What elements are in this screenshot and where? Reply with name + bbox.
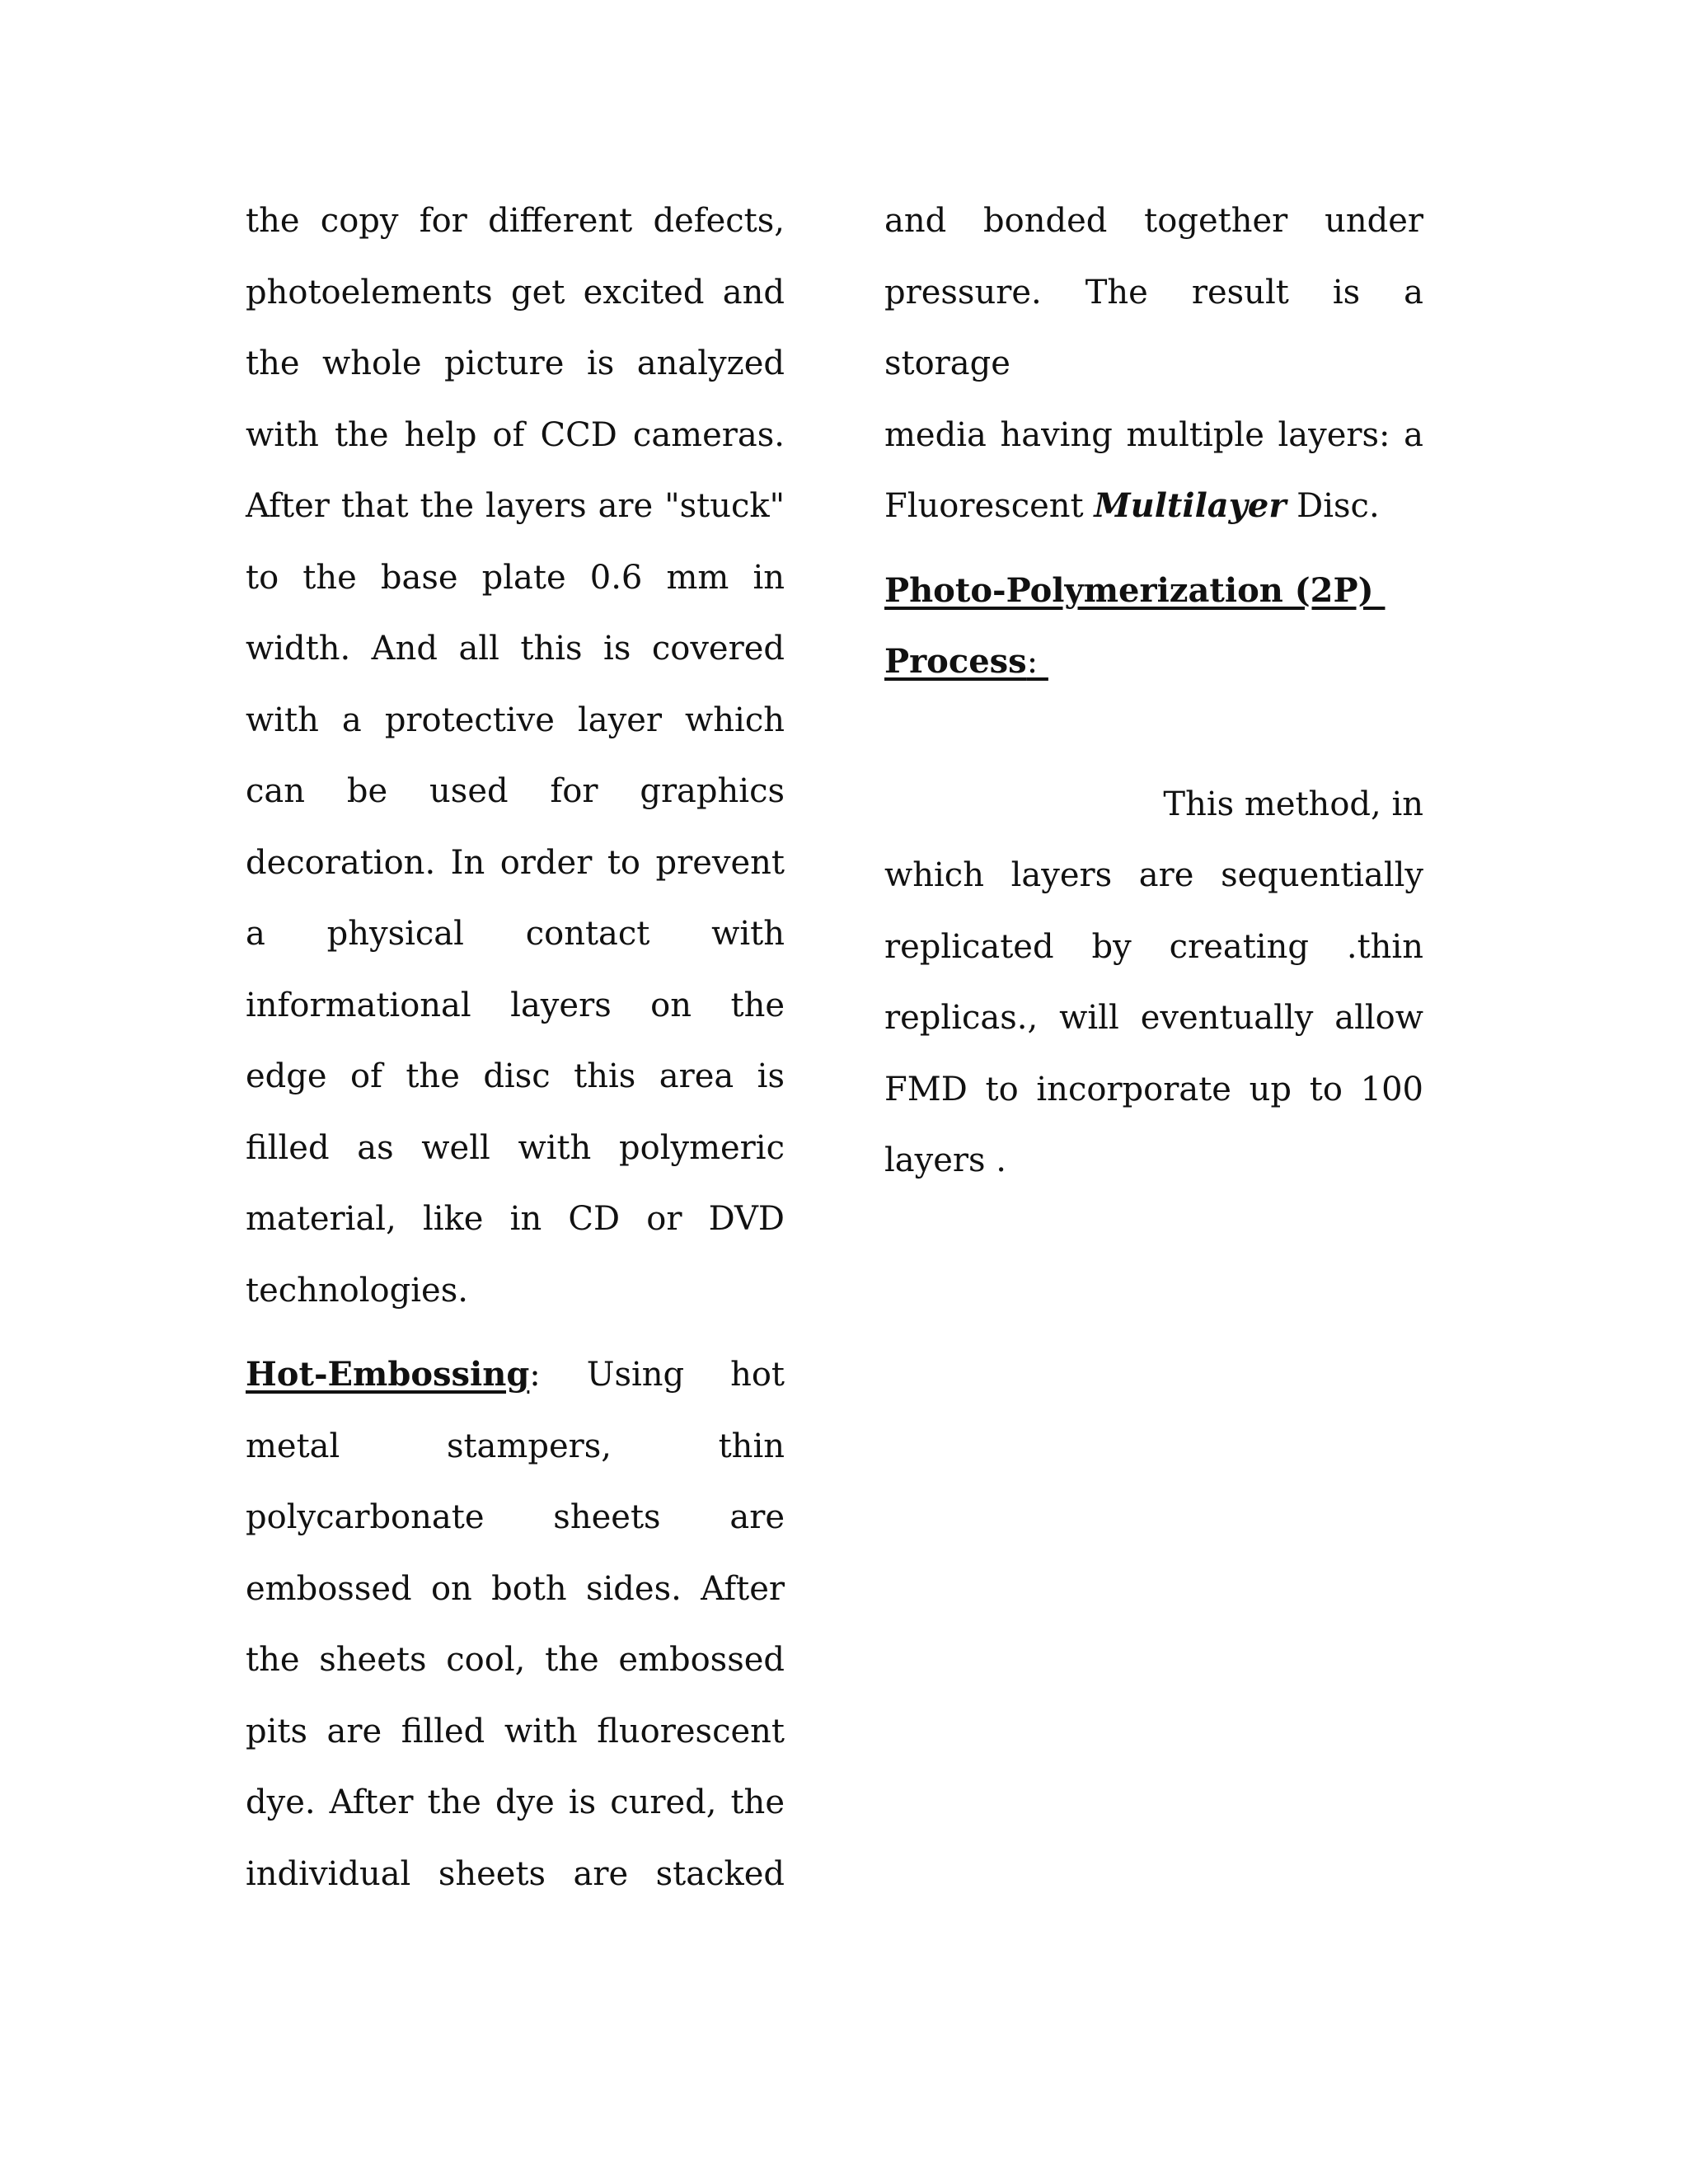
text-line: edge of the disc this area is	[246, 1057, 785, 1095]
text-line: This method, in	[1163, 785, 1423, 823]
text-line: with the help of CCD cameras.	[246, 415, 785, 454]
text-line: metal stampers, thin	[246, 1427, 785, 1465]
paragraph-hot-embossing	[246, 1339, 785, 1910]
emphasis-multilayer: Multilayer	[1094, 486, 1287, 525]
text-line: the sheets cool, the embossed	[246, 1641, 785, 1679]
text-line: which layers are sequentially	[884, 856, 1423, 894]
text-line: pressure. The result is a storage	[884, 273, 1423, 382]
text-line: technologies.	[246, 1271, 468, 1310]
text-line: with a protective layer which	[246, 701, 785, 739]
left-column	[246, 185, 785, 1910]
text-line: pits are filled with fluorescent	[246, 1712, 785, 1750]
text-line: photoelements get excited and	[246, 273, 785, 312]
text-line: layers .	[884, 1141, 1006, 1179]
text-line: FMD to incorporate up to 100	[884, 1070, 1423, 1108]
right-column	[884, 185, 1423, 1197]
text-line: the whole picture is analyzed	[246, 344, 785, 382]
heading-colon: :	[1026, 643, 1048, 681]
paragraph-defects	[246, 185, 785, 1326]
text-fragment: Disc.	[1286, 487, 1380, 525]
text-line: embossed on both sides. After	[246, 1569, 785, 1608]
hot-embossing-first-line	[246, 1339, 785, 1411]
text-line: After that the layers are "stuck"	[246, 487, 785, 525]
text-fragment: Fluorescent	[884, 487, 1095, 525]
heading-text: Process	[884, 642, 1027, 681]
text-line	[884, 471, 1423, 542]
text-line: material, like in CD or DVD	[246, 1200, 785, 1238]
text-line: media having multiple layers: a	[884, 415, 1423, 454]
paragraph-method	[884, 769, 1423, 1197]
text-line: replicas., will eventually allow	[884, 999, 1423, 1037]
text-line: the copy for different defects,	[246, 202, 785, 240]
text-line: individual sheets are stacked	[246, 1854, 785, 1893]
text-line: width. And all this is covered	[246, 630, 785, 668]
text-line: can be used for graphics	[246, 772, 785, 810]
text-line: dye. After the dye is cured, the	[246, 1783, 785, 1821]
text-line: replicated by creating .thin	[884, 927, 1423, 966]
heading-colon: :	[529, 1356, 541, 1394]
text-line: informational layers on the	[246, 986, 785, 1024]
text-line: to the base plate 0.6 mm in	[246, 558, 785, 597]
paragraph-bonded	[884, 185, 1423, 542]
text-line: filled as well with polymeric	[246, 1128, 785, 1167]
photo-polymerization-heading	[884, 555, 1423, 698]
heading-line	[884, 626, 1423, 698]
text-line: and bonded together under	[884, 202, 1423, 240]
heading-text: Photo-Polymerization (2P)	[884, 570, 1386, 610]
text-fragment: Using hot	[586, 1356, 785, 1394]
text-line: polycarbonate sheets are	[246, 1498, 785, 1536]
heading-line	[884, 555, 1423, 627]
text-line: a physical contact with	[246, 915, 785, 953]
text-line: decoration. In order to prevent	[246, 843, 785, 882]
hot-embossing-heading: Hot-Embossing	[246, 1355, 530, 1394]
